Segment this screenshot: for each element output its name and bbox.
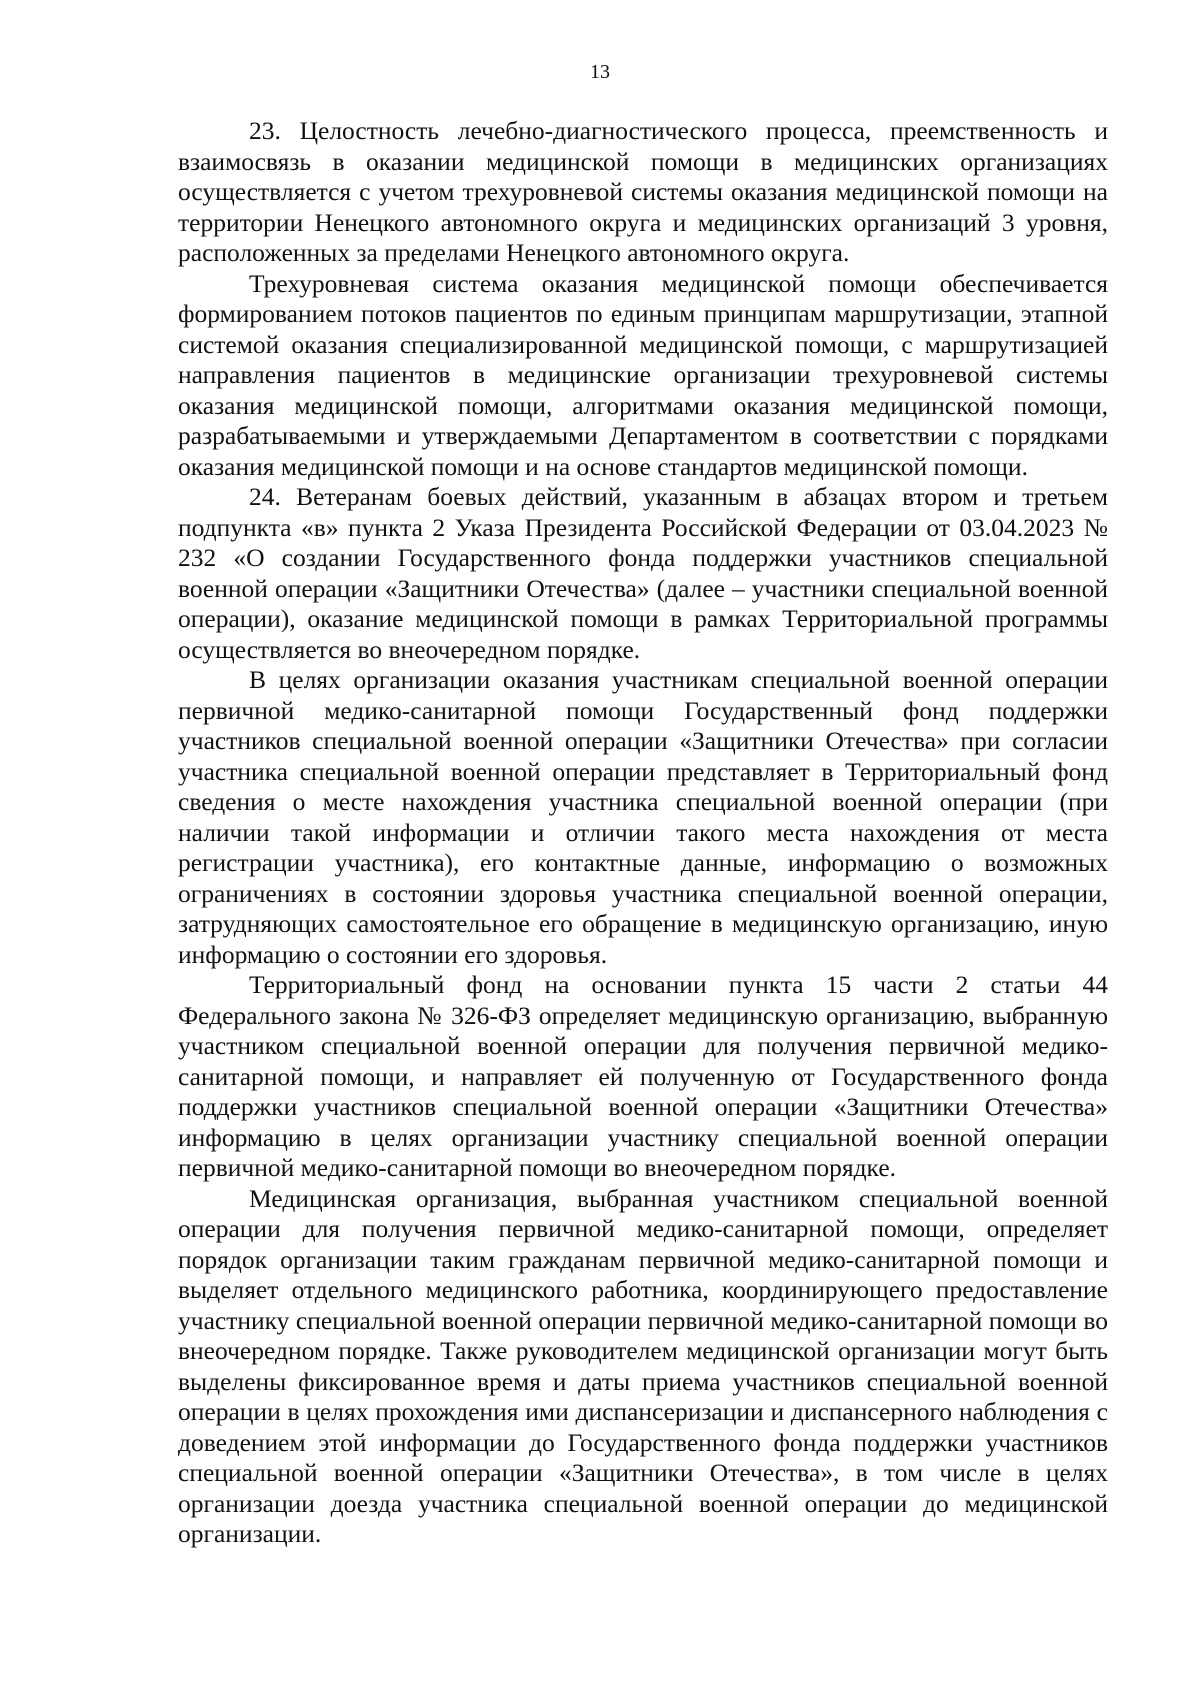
document-body xyxy=(178,116,1108,1550)
paragraph-three-level-system: Трехуровневая система оказания медицинской помощи обеспечивается формированием потоков пациентов по единым принципам маршрутизации, этапной системой оказания специализированной медицинской помощи, с маршрутизацией направления пациентов в медицинские организации трехуровневой системы оказания медицинской помощи, алгоритмами оказания медицинской помощи, разрабатываемыми и утверждаемыми Департаментом в соответствии с порядками оказания медицинской помощи и на основе стандартов медицинской помощи. xyxy=(178,268,1108,481)
paragraph-fund-information: В целях организации оказания участникам специальной военной операции первичной медико-санитарной помощи Государственный фонд поддержки участников специальной военной операции «Защитники Отечества» при согласии участника специальной военной операции представляет в Территориальный фонд сведения о месте нахождения участника специальной военной операции (при наличии такой информации и отличии такого места нахождения от места регистрации участника), его контактные данные, информацию о возможных ограничениях в состоянии здоровья участника специальной военной операции, затрудняющих самостоятельное его обращение в медицинскую организацию, иную информацию о состоянии его здоровья. xyxy=(178,665,1108,969)
paragraph-territorial-fund: Территориальный фонд на основании пункта 15 части 2 статьи 44 Федерального закона № 326-ФЗ определяет медицинскую организацию, выбранную участником специальной военной операции для получения первичной медико-санитарной помощи, и направляет ей полученную от Государственного фонда поддержки участников специальной военной операции «Защитники Отечества» информацию в целях организации участнику специальной военной операции первичной медико-санитарной помощи во внеочередном порядке. xyxy=(178,970,1108,1182)
page-number: 13 xyxy=(590,61,610,83)
paragraph-23: 23. Целостность лечебно-диагностического процесса, преемственность и взаимосвязь в оказании медицинской помощи в медицинских организациях осуществляется с учетом трехуровневой системы оказания медицинской помощи на территории Ненецкого автономного округа и медицинских организаций 3 уровня, расположенных за пределами Ненецкого автономного округа. xyxy=(178,116,1108,267)
paragraph-medical-organization: Медицинская организация, выбранная участником специальной военной операции для получения первичной медико-санитарной помощи, определяет порядок организации таким гражданам первичной медико-санитарной помощи и выделяет отдельного медицинского работника, координирующего предоставление участнику специальной военной операции первичной медико-санитарной помощи во внеочередном порядке. Также руководителем медицинской организации могут быть выделены фиксированное время и даты приема участников специальной военной операции в целях прохождения ими диспансеризации и диспансерного наблюдения с доведением этой информации до Государственного фонда поддержки участников специальной военной операции «Защитники Отечества», в том числе в целях организации доезда участника специальной военной операции до медицинской организации. xyxy=(178,1183,1108,1548)
paragraph-24: 24. Ветеранам боевых действий, указанным в абзацах втором и третьем подпункта «в» пункта 2 Указа Президента Российской Федерации от 03.04.2023 № 232 «О создании Государственного фонда поддержки участников специальной военной операции «Защитники Отечества» (далее – участники специальной военной операции), оказание медицинской помощи в рамках Территориальной программы осуществляется во внеочередном порядке. xyxy=(178,482,1108,664)
